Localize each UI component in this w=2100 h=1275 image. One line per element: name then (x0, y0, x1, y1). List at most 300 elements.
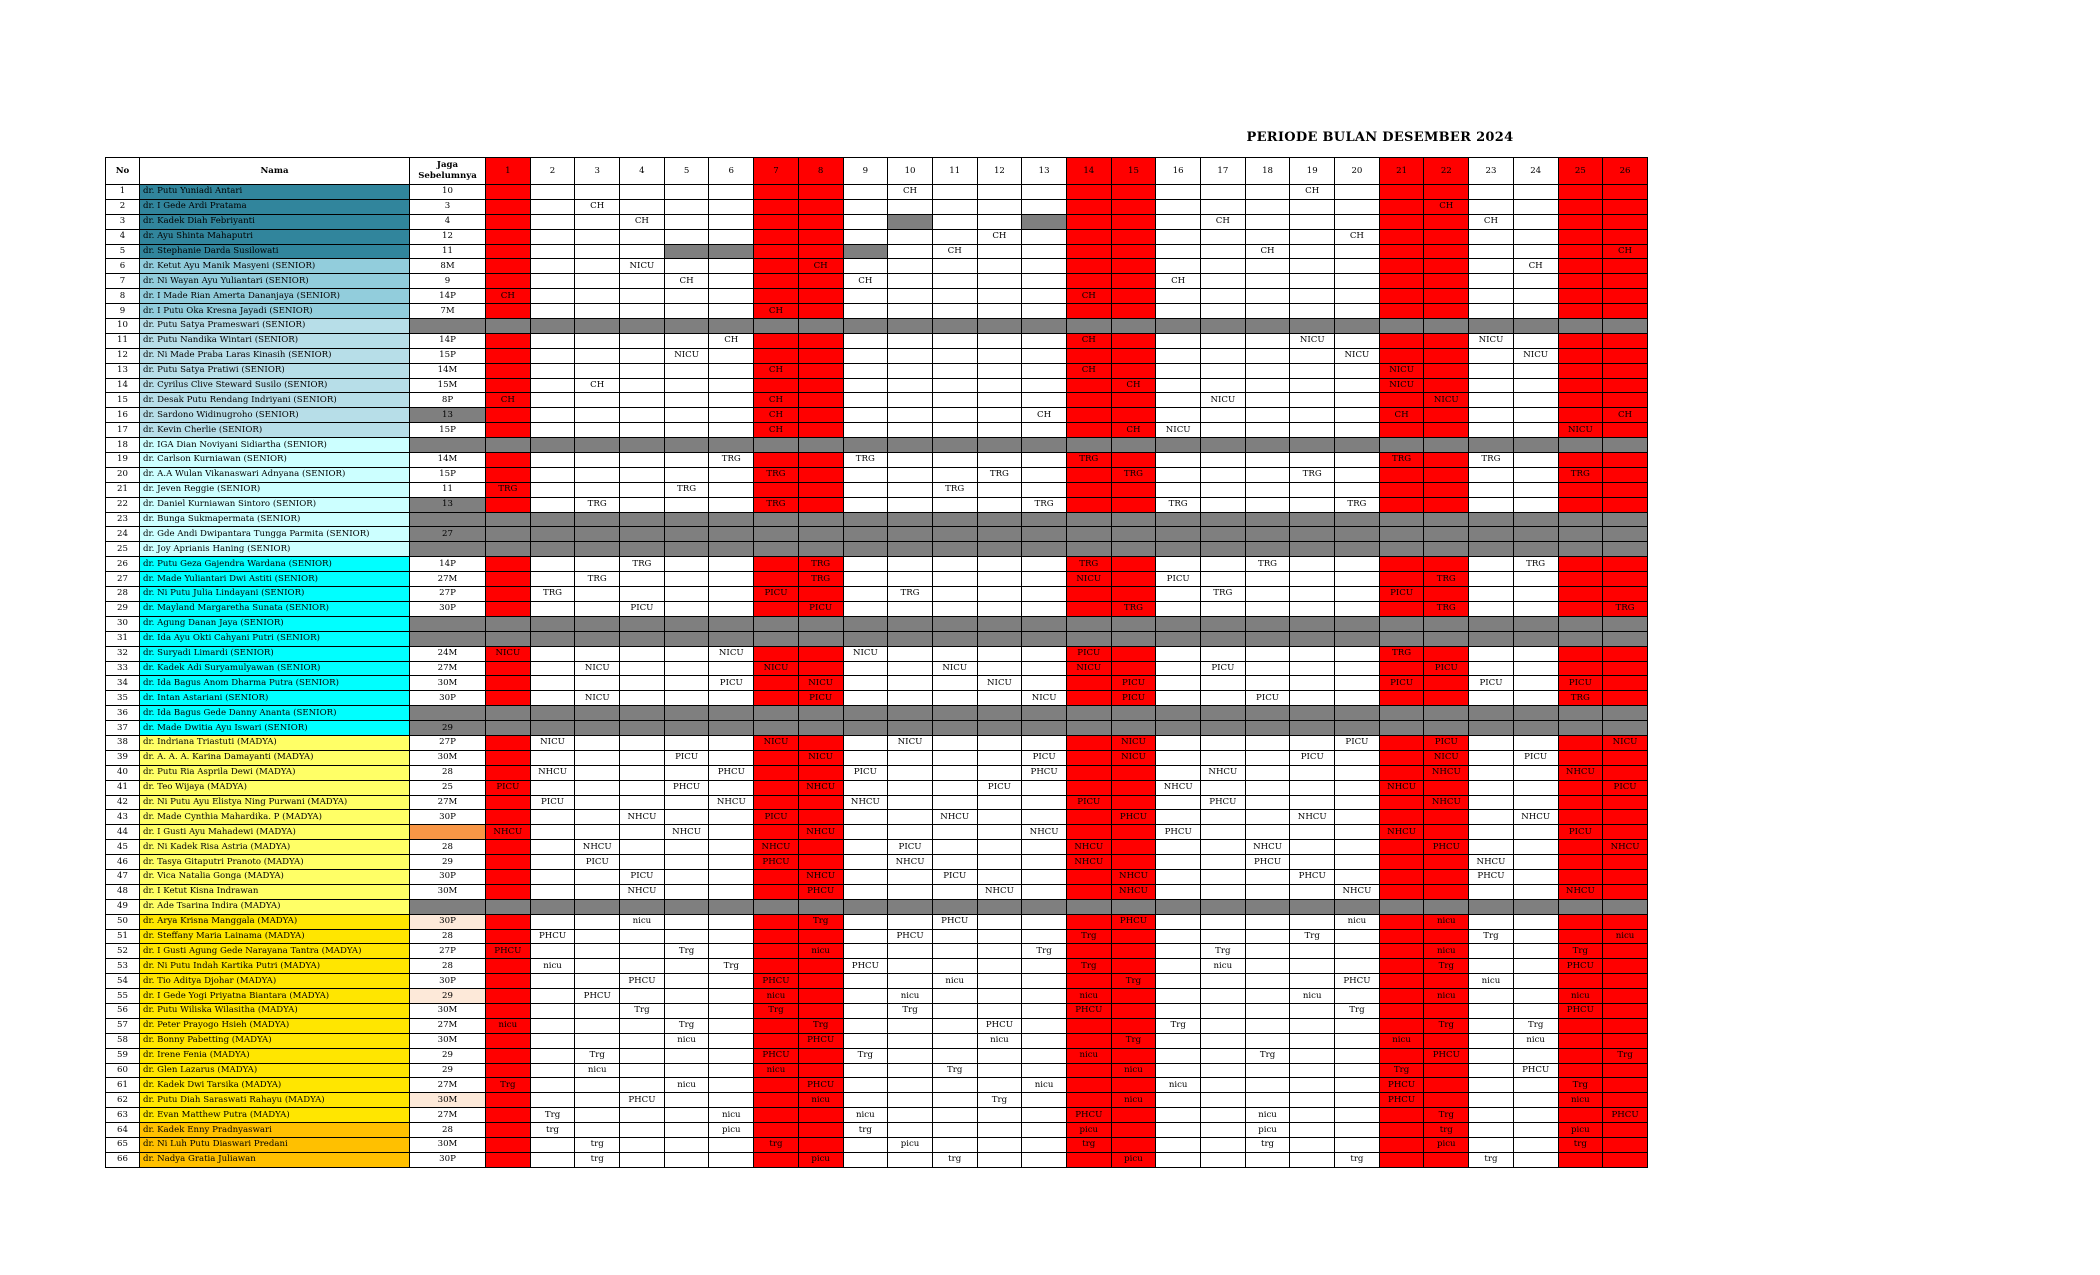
shift-cell-day-14[interactable]: NICU (1066, 572, 1111, 587)
shift-cell-day-10[interactable] (888, 274, 933, 289)
shift-cell-day-1[interactable] (486, 631, 531, 646)
shift-cell-day-24[interactable]: NHCU (1513, 810, 1558, 825)
shift-cell-day-24[interactable] (1513, 646, 1558, 661)
shift-cell-day-17[interactable] (1201, 706, 1246, 721)
shift-cell-day-16[interactable] (1156, 691, 1201, 706)
shift-cell-day-5[interactable] (664, 289, 709, 304)
shift-cell-day-15[interactable] (1111, 795, 1156, 810)
shift-cell-day-17[interactable]: PICU (1201, 661, 1246, 676)
shift-cell-day-1[interactable] (486, 199, 531, 214)
shift-cell-day-15[interactable] (1111, 616, 1156, 631)
shift-cell-day-8[interactable] (798, 527, 843, 542)
shift-cell-day-13[interactable] (1022, 214, 1067, 229)
shift-cell-day-15[interactable] (1111, 229, 1156, 244)
shift-cell-day-10[interactable] (888, 453, 933, 468)
shift-cell-day-19[interactable] (1290, 542, 1335, 557)
shift-cell-day-1[interactable] (486, 1123, 531, 1138)
shift-cell-day-25[interactable] (1558, 1018, 1603, 1033)
shift-cell-day-1[interactable] (486, 512, 531, 527)
shift-cell-day-9[interactable] (843, 631, 888, 646)
shift-cell-day-6[interactable] (709, 1152, 754, 1167)
shift-cell-day-22[interactable] (1424, 974, 1469, 989)
shift-cell-day-26[interactable] (1603, 304, 1648, 319)
shift-cell-day-11[interactable] (932, 408, 977, 423)
shift-cell-day-22[interactable] (1424, 467, 1469, 482)
shift-cell-day-1[interactable]: PHCU (486, 944, 531, 959)
shift-cell-day-4[interactable]: NICU (620, 259, 665, 274)
shift-cell-day-5[interactable] (664, 319, 709, 334)
shift-cell-day-4[interactable] (620, 319, 665, 334)
shift-cell-day-13[interactable] (1022, 482, 1067, 497)
shift-cell-day-25[interactable] (1558, 438, 1603, 453)
shift-cell-day-25[interactable] (1558, 1048, 1603, 1063)
shift-cell-day-21[interactable] (1379, 989, 1424, 1004)
shift-cell-day-26[interactable]: CH (1603, 408, 1648, 423)
shift-cell-day-22[interactable]: Trg (1424, 1018, 1469, 1033)
shift-cell-day-14[interactable]: NHCU (1066, 855, 1111, 870)
shift-cell-day-4[interactable]: PHCU (620, 974, 665, 989)
shift-cell-day-6[interactable] (709, 185, 754, 200)
shift-cell-day-13[interactable] (1022, 884, 1067, 899)
shift-cell-day-24[interactable] (1513, 542, 1558, 557)
shift-cell-day-25[interactable] (1558, 497, 1603, 512)
shift-cell-day-5[interactable] (664, 989, 709, 1004)
shift-cell-day-11[interactable] (932, 780, 977, 795)
shift-cell-day-19[interactable] (1290, 438, 1335, 453)
shift-cell-day-8[interactable] (798, 482, 843, 497)
shift-cell-day-1[interactable] (486, 304, 531, 319)
shift-cell-day-10[interactable] (888, 557, 933, 572)
shift-cell-day-8[interactable] (798, 244, 843, 259)
shift-cell-day-7[interactable] (754, 914, 799, 929)
shift-cell-day-9[interactable]: trg (843, 1123, 888, 1138)
shift-cell-day-14[interactable] (1066, 423, 1111, 438)
shift-cell-day-17[interactable] (1201, 914, 1246, 929)
shift-cell-day-15[interactable] (1111, 304, 1156, 319)
shift-cell-day-6[interactable] (709, 601, 754, 616)
shift-cell-day-21[interactable] (1379, 750, 1424, 765)
shift-cell-day-1[interactable] (486, 572, 531, 587)
shift-cell-day-3[interactable] (575, 765, 620, 780)
shift-cell-day-3[interactable] (575, 333, 620, 348)
shift-cell-day-16[interactable] (1156, 333, 1201, 348)
shift-cell-day-23[interactable] (1469, 185, 1514, 200)
shift-cell-day-4[interactable] (620, 512, 665, 527)
shift-cell-day-18[interactable] (1245, 1078, 1290, 1093)
shift-cell-day-19[interactable] (1290, 959, 1335, 974)
shift-cell-day-12[interactable] (977, 750, 1022, 765)
shift-cell-day-2[interactable]: Trg (530, 1108, 575, 1123)
shift-cell-day-14[interactable] (1066, 706, 1111, 721)
shift-cell-day-4[interactable] (620, 661, 665, 676)
shift-cell-day-19[interactable] (1290, 1003, 1335, 1018)
shift-cell-day-26[interactable] (1603, 869, 1648, 884)
shift-cell-day-23[interactable] (1469, 542, 1514, 557)
shift-cell-day-18[interactable] (1245, 795, 1290, 810)
shift-cell-day-7[interactable]: nicu (754, 1063, 799, 1078)
shift-cell-day-6[interactable] (709, 199, 754, 214)
shift-cell-day-3[interactable] (575, 408, 620, 423)
shift-cell-day-15[interactable]: PICU (1111, 691, 1156, 706)
shift-cell-day-21[interactable]: NHCU (1379, 825, 1424, 840)
shift-cell-day-8[interactable] (798, 929, 843, 944)
shift-cell-day-26[interactable] (1603, 884, 1648, 899)
shift-cell-day-5[interactable]: NHCU (664, 825, 709, 840)
shift-cell-day-20[interactable] (1335, 1048, 1380, 1063)
shift-cell-day-12[interactable] (977, 1048, 1022, 1063)
shift-cell-day-13[interactable] (1022, 527, 1067, 542)
shift-cell-day-26[interactable] (1603, 959, 1648, 974)
shift-cell-day-13[interactable] (1022, 244, 1067, 259)
shift-cell-day-20[interactable]: TRG (1335, 497, 1380, 512)
shift-cell-day-8[interactable]: Trg (798, 1018, 843, 1033)
shift-cell-day-6[interactable] (709, 1033, 754, 1048)
shift-cell-day-3[interactable] (575, 587, 620, 602)
shift-cell-day-22[interactable] (1424, 587, 1469, 602)
shift-cell-day-10[interactable] (888, 333, 933, 348)
shift-cell-day-12[interactable] (977, 765, 1022, 780)
shift-cell-day-3[interactable]: PHCU (575, 989, 620, 1004)
shift-cell-day-1[interactable] (486, 899, 531, 914)
shift-cell-day-21[interactable]: PICU (1379, 676, 1424, 691)
shift-cell-day-17[interactable] (1201, 735, 1246, 750)
shift-cell-day-12[interactable] (977, 721, 1022, 736)
shift-cell-day-14[interactable] (1066, 348, 1111, 363)
shift-cell-day-12[interactable] (977, 1078, 1022, 1093)
shift-cell-day-24[interactable] (1513, 944, 1558, 959)
shift-cell-day-15[interactable]: NHCU (1111, 869, 1156, 884)
shift-cell-day-26[interactable]: Trg (1603, 1048, 1648, 1063)
shift-cell-day-12[interactable] (977, 616, 1022, 631)
shift-cell-day-8[interactable] (798, 304, 843, 319)
shift-cell-day-9[interactable] (843, 1093, 888, 1108)
shift-cell-day-18[interactable] (1245, 959, 1290, 974)
shift-cell-day-18[interactable]: PICU (1245, 691, 1290, 706)
shift-cell-day-22[interactable] (1424, 721, 1469, 736)
shift-cell-day-9[interactable] (843, 706, 888, 721)
shift-cell-day-25[interactable]: NHCU (1558, 765, 1603, 780)
shift-cell-day-10[interactable] (888, 1108, 933, 1123)
shift-cell-day-23[interactable] (1469, 765, 1514, 780)
shift-cell-day-17[interactable]: CH (1201, 214, 1246, 229)
shift-cell-day-24[interactable] (1513, 899, 1558, 914)
shift-cell-day-3[interactable] (575, 974, 620, 989)
shift-cell-day-4[interactable] (620, 348, 665, 363)
shift-cell-day-3[interactable] (575, 244, 620, 259)
shift-cell-day-1[interactable] (486, 423, 531, 438)
shift-cell-day-15[interactable] (1111, 289, 1156, 304)
shift-cell-day-9[interactable] (843, 512, 888, 527)
shift-cell-day-17[interactable] (1201, 408, 1246, 423)
shift-cell-day-14[interactable]: nicu (1066, 1048, 1111, 1063)
shift-cell-day-6[interactable] (709, 735, 754, 750)
shift-cell-day-10[interactable]: CH (888, 185, 933, 200)
shift-cell-day-5[interactable] (664, 557, 709, 572)
shift-cell-day-3[interactable] (575, 482, 620, 497)
shift-cell-day-12[interactable] (977, 1108, 1022, 1123)
shift-cell-day-12[interactable] (977, 1063, 1022, 1078)
shift-cell-day-1[interactable] (486, 721, 531, 736)
shift-cell-day-14[interactable]: picu (1066, 1123, 1111, 1138)
shift-cell-day-9[interactable]: NHCU (843, 795, 888, 810)
shift-cell-day-10[interactable]: TRG (888, 587, 933, 602)
shift-cell-day-16[interactable] (1156, 1093, 1201, 1108)
shift-cell-day-12[interactable] (977, 825, 1022, 840)
shift-cell-day-5[interactable]: Trg (664, 944, 709, 959)
shift-cell-day-20[interactable] (1335, 572, 1380, 587)
shift-cell-day-3[interactable] (575, 616, 620, 631)
shift-cell-day-6[interactable] (709, 1048, 754, 1063)
shift-cell-day-10[interactable] (888, 1033, 933, 1048)
shift-cell-day-18[interactable] (1245, 408, 1290, 423)
shift-cell-day-10[interactable] (888, 899, 933, 914)
shift-cell-day-7[interactable] (754, 199, 799, 214)
shift-cell-day-6[interactable] (709, 482, 754, 497)
shift-cell-day-13[interactable] (1022, 423, 1067, 438)
shift-cell-day-12[interactable] (977, 244, 1022, 259)
shift-cell-day-9[interactable] (843, 914, 888, 929)
shift-cell-day-24[interactable] (1513, 616, 1558, 631)
shift-cell-day-10[interactable] (888, 497, 933, 512)
shift-cell-day-22[interactable] (1424, 348, 1469, 363)
shift-cell-day-9[interactable] (843, 661, 888, 676)
shift-cell-day-4[interactable] (620, 616, 665, 631)
shift-cell-day-4[interactable] (620, 1033, 665, 1048)
shift-cell-day-24[interactable] (1513, 840, 1558, 855)
shift-cell-day-19[interactable]: PICU (1290, 750, 1335, 765)
shift-cell-day-15[interactable] (1111, 661, 1156, 676)
shift-cell-day-11[interactable] (932, 691, 977, 706)
shift-cell-day-20[interactable] (1335, 1093, 1380, 1108)
shift-cell-day-18[interactable]: NHCU (1245, 840, 1290, 855)
shift-cell-day-16[interactable] (1156, 319, 1201, 334)
shift-cell-day-24[interactable] (1513, 1123, 1558, 1138)
shift-cell-day-26[interactable] (1603, 855, 1648, 870)
shift-cell-day-1[interactable] (486, 1063, 531, 1078)
shift-cell-day-5[interactable] (664, 512, 709, 527)
shift-cell-day-19[interactable] (1290, 512, 1335, 527)
shift-cell-day-5[interactable]: CH (664, 274, 709, 289)
shift-cell-day-9[interactable] (843, 199, 888, 214)
shift-cell-day-16[interactable] (1156, 750, 1201, 765)
shift-cell-day-7[interactable] (754, 631, 799, 646)
shift-cell-day-21[interactable]: TRG (1379, 646, 1424, 661)
shift-cell-day-17[interactable] (1201, 676, 1246, 691)
shift-cell-day-20[interactable] (1335, 304, 1380, 319)
shift-cell-day-19[interactable] (1290, 453, 1335, 468)
shift-cell-day-17[interactable] (1201, 259, 1246, 274)
shift-cell-day-9[interactable] (843, 467, 888, 482)
shift-cell-day-21[interactable] (1379, 244, 1424, 259)
shift-cell-day-23[interactable] (1469, 735, 1514, 750)
shift-cell-day-20[interactable] (1335, 438, 1380, 453)
shift-cell-day-2[interactable]: NHCU (530, 765, 575, 780)
shift-cell-day-21[interactable] (1379, 497, 1424, 512)
shift-cell-day-12[interactable] (977, 1138, 1022, 1153)
shift-cell-day-8[interactable]: NHCU (798, 825, 843, 840)
shift-cell-day-2[interactable] (530, 1138, 575, 1153)
shift-cell-day-18[interactable] (1245, 274, 1290, 289)
shift-cell-day-14[interactable] (1066, 438, 1111, 453)
shift-cell-day-6[interactable]: PICU (709, 676, 754, 691)
shift-cell-day-2[interactable]: PHCU (530, 929, 575, 944)
shift-cell-day-19[interactable] (1290, 840, 1335, 855)
shift-cell-day-11[interactable] (932, 319, 977, 334)
shift-cell-day-25[interactable] (1558, 185, 1603, 200)
shift-cell-day-21[interactable] (1379, 959, 1424, 974)
shift-cell-day-24[interactable] (1513, 676, 1558, 691)
shift-cell-day-26[interactable]: TRG (1603, 601, 1648, 616)
shift-cell-day-10[interactable] (888, 467, 933, 482)
shift-cell-day-15[interactable]: PHCU (1111, 914, 1156, 929)
shift-cell-day-17[interactable] (1201, 616, 1246, 631)
shift-cell-day-15[interactable] (1111, 631, 1156, 646)
shift-cell-day-3[interactable] (575, 259, 620, 274)
shift-cell-day-3[interactable] (575, 214, 620, 229)
shift-cell-day-6[interactable] (709, 721, 754, 736)
shift-cell-day-15[interactable] (1111, 721, 1156, 736)
shift-cell-day-16[interactable] (1156, 810, 1201, 825)
shift-cell-day-5[interactable] (664, 631, 709, 646)
shift-cell-day-24[interactable] (1513, 959, 1558, 974)
shift-cell-day-11[interactable] (932, 1003, 977, 1018)
shift-cell-day-14[interactable]: Trg (1066, 929, 1111, 944)
shift-cell-day-23[interactable] (1469, 750, 1514, 765)
shift-cell-day-21[interactable] (1379, 542, 1424, 557)
shift-cell-day-24[interactable] (1513, 1003, 1558, 1018)
shift-cell-day-20[interactable]: PHCU (1335, 974, 1380, 989)
shift-cell-day-12[interactable] (977, 438, 1022, 453)
shift-cell-day-15[interactable] (1111, 1078, 1156, 1093)
shift-cell-day-17[interactable] (1201, 319, 1246, 334)
shift-cell-day-1[interactable] (486, 259, 531, 274)
shift-cell-day-21[interactable] (1379, 1138, 1424, 1153)
shift-cell-day-3[interactable]: NICU (575, 661, 620, 676)
shift-cell-day-7[interactable] (754, 1093, 799, 1108)
shift-cell-day-23[interactable] (1469, 1063, 1514, 1078)
shift-cell-day-9[interactable] (843, 319, 888, 334)
shift-cell-day-13[interactable] (1022, 199, 1067, 214)
shift-cell-day-4[interactable] (620, 631, 665, 646)
shift-cell-day-7[interactable] (754, 185, 799, 200)
shift-cell-day-5[interactable] (664, 438, 709, 453)
shift-cell-day-20[interactable] (1335, 676, 1380, 691)
shift-cell-day-15[interactable] (1111, 557, 1156, 572)
shift-cell-day-14[interactable] (1066, 378, 1111, 393)
shift-cell-day-12[interactable] (977, 691, 1022, 706)
shift-cell-day-10[interactable] (888, 542, 933, 557)
shift-cell-day-7[interactable] (754, 869, 799, 884)
shift-cell-day-23[interactable] (1469, 289, 1514, 304)
shift-cell-day-24[interactable]: CH (1513, 259, 1558, 274)
shift-cell-day-2[interactable] (530, 1033, 575, 1048)
shift-cell-day-1[interactable] (486, 735, 531, 750)
shift-cell-day-9[interactable] (843, 214, 888, 229)
shift-cell-day-12[interactable] (977, 199, 1022, 214)
shift-cell-day-15[interactable]: NICU (1111, 735, 1156, 750)
shift-cell-day-4[interactable]: NHCU (620, 884, 665, 899)
shift-cell-day-22[interactable] (1424, 1033, 1469, 1048)
shift-cell-day-5[interactable]: nicu (664, 1033, 709, 1048)
shift-cell-day-9[interactable] (843, 378, 888, 393)
shift-cell-day-2[interactable] (530, 289, 575, 304)
shift-cell-day-18[interactable] (1245, 199, 1290, 214)
shift-cell-day-16[interactable] (1156, 1108, 1201, 1123)
shift-cell-day-14[interactable] (1066, 274, 1111, 289)
shift-cell-day-18[interactable] (1245, 527, 1290, 542)
shift-cell-day-12[interactable]: PICU (977, 780, 1022, 795)
shift-cell-day-6[interactable] (709, 289, 754, 304)
shift-cell-day-23[interactable] (1469, 884, 1514, 899)
shift-cell-day-10[interactable] (888, 795, 933, 810)
shift-cell-day-25[interactable]: Trg (1558, 944, 1603, 959)
shift-cell-day-12[interactable]: NICU (977, 676, 1022, 691)
shift-cell-day-15[interactable] (1111, 899, 1156, 914)
shift-cell-day-22[interactable] (1424, 319, 1469, 334)
shift-cell-day-14[interactable] (1066, 1152, 1111, 1167)
shift-cell-day-14[interactable] (1066, 735, 1111, 750)
shift-cell-day-22[interactable]: trg (1424, 1123, 1469, 1138)
shift-cell-day-11[interactable] (932, 1108, 977, 1123)
shift-cell-day-16[interactable] (1156, 527, 1201, 542)
shift-cell-day-25[interactable] (1558, 199, 1603, 214)
shift-cell-day-25[interactable] (1558, 1033, 1603, 1048)
shift-cell-day-26[interactable] (1603, 289, 1648, 304)
shift-cell-day-4[interactable]: TRG (620, 557, 665, 572)
shift-cell-day-1[interactable] (486, 810, 531, 825)
shift-cell-day-5[interactable] (664, 899, 709, 914)
shift-cell-day-2[interactable]: NICU (530, 735, 575, 750)
shift-cell-day-12[interactable] (977, 408, 1022, 423)
shift-cell-day-8[interactable] (798, 512, 843, 527)
shift-cell-day-13[interactable] (1022, 601, 1067, 616)
shift-cell-day-2[interactable] (530, 1048, 575, 1063)
shift-cell-day-15[interactable] (1111, 319, 1156, 334)
shift-cell-day-22[interactable]: NICU (1424, 750, 1469, 765)
shift-cell-day-22[interactable] (1424, 780, 1469, 795)
shift-cell-day-20[interactable] (1335, 840, 1380, 855)
shift-cell-day-5[interactable] (664, 304, 709, 319)
shift-cell-day-23[interactable] (1469, 393, 1514, 408)
shift-cell-day-19[interactable]: Trg (1290, 929, 1335, 944)
shift-cell-day-25[interactable]: TRG (1558, 691, 1603, 706)
shift-cell-day-7[interactable]: TRG (754, 497, 799, 512)
shift-cell-day-14[interactable] (1066, 304, 1111, 319)
shift-cell-day-23[interactable] (1469, 601, 1514, 616)
shift-cell-day-19[interactable] (1290, 721, 1335, 736)
shift-cell-day-7[interactable] (754, 319, 799, 334)
shift-cell-day-2[interactable] (530, 512, 575, 527)
shift-cell-day-13[interactable] (1022, 185, 1067, 200)
shift-cell-day-2[interactable]: TRG (530, 587, 575, 602)
shift-cell-day-22[interactable] (1424, 884, 1469, 899)
shift-cell-day-22[interactable]: nicu (1424, 914, 1469, 929)
shift-cell-day-3[interactable] (575, 750, 620, 765)
shift-cell-day-11[interactable]: PICU (932, 869, 977, 884)
shift-cell-day-22[interactable] (1424, 423, 1469, 438)
shift-cell-day-17[interactable] (1201, 244, 1246, 259)
shift-cell-day-10[interactable] (888, 974, 933, 989)
shift-cell-day-8[interactable] (798, 185, 843, 200)
shift-cell-day-14[interactable] (1066, 601, 1111, 616)
shift-cell-day-13[interactable] (1022, 914, 1067, 929)
shift-cell-day-10[interactable] (888, 750, 933, 765)
shift-cell-day-5[interactable] (664, 601, 709, 616)
shift-cell-day-22[interactable] (1424, 214, 1469, 229)
shift-cell-day-14[interactable] (1066, 185, 1111, 200)
shift-cell-day-15[interactable] (1111, 929, 1156, 944)
shift-cell-day-13[interactable] (1022, 840, 1067, 855)
